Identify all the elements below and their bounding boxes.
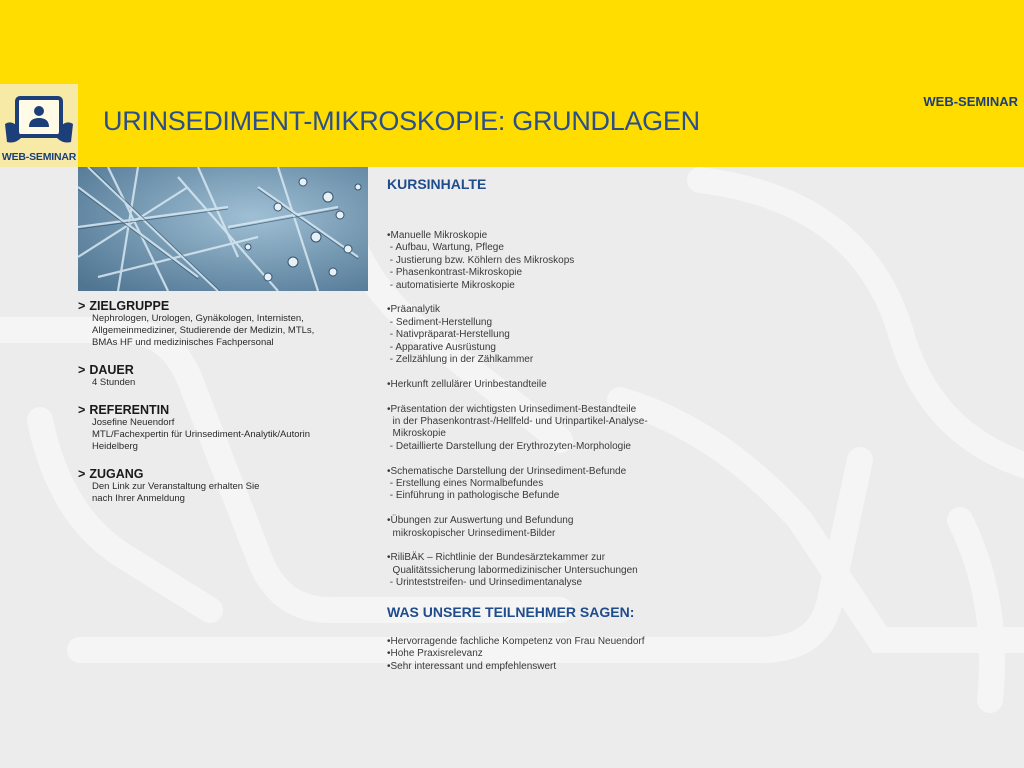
content-column [387,176,707,685]
testimonial-item: •Hervorragende fachliche Kompetenz von Frau Neuendorf [387,635,645,647]
course-item: mikroskopischer Urinsediment-Bilder [387,527,556,539]
course-item: •RiliBÄK – Richtlinie der Bundesärztekammer zur [387,552,606,564]
course-block [387,404,707,454]
section-dauer [78,363,368,389]
arrow-icon: > [78,467,86,481]
arrow-icon: > [78,403,86,417]
course-item: - Detaillierte Darstellung der Erythrozyten-Morphologie [387,440,631,452]
course-item: •Manuelle Mikroskopie [387,230,488,241]
course-item: •Präsentation der wichtigsten Urinsediment-Bestandteile [387,403,637,415]
microscopy-image [78,167,368,291]
course-item: •Übungen zur Auswertung und Befundung [387,515,574,527]
course-item: - Apparative Ausrüstung [387,341,496,353]
logo-label: WEB-SEMINAR [1,151,77,163]
course-item: - Zellzählung in der Zählkammer [387,354,534,366]
course-item: - Einführung in pathologische Befunde [387,490,560,502]
info-column [78,299,368,519]
section-heading: DAUER [89,363,134,377]
course-block [387,379,707,391]
course-item: - Urinteststreifen- und Urinsedimentanalyse [387,577,583,589]
section-body: Den Link zur Veranstaltung erhalten Sie nach Ihrer Anmeldung [92,481,260,504]
header-band [0,0,1024,167]
course-item: - Aufbau, Wartung, Pflege [387,242,504,254]
course-block [387,304,707,366]
course-item: Qualitätssicherung labormedizinischer Untersuchungen [387,564,638,576]
course-item: in der Phasenkontrast-/Hellfeld- und Urinpartikel-Analyse- [387,416,648,428]
course-item: •Schematische Darstellung der Urinsediment-Befunde [387,465,627,477]
section-heading: ZUGANG [89,467,144,481]
course-item: Mikroskopie [387,428,446,440]
course-block [387,515,707,540]
section-body: Nephrologen, Urologen, Gynäkologen, Internisten, Allgemeinmediziner, Studierende der Medizin, MTLs, BMAs HF und medizinisches Fachpersonal [92,313,315,348]
top-right-label: WEB-SEMINAR [923,94,1018,109]
testimonials-list [387,636,707,673]
section-body: 4 Stunden [92,377,136,388]
course-block [387,230,707,292]
section-body: Josefine Neuendorf MTL/Fachexpertin für Urinsediment-Analytik/Autorin Heidelberg [92,417,311,452]
course-block [387,552,707,589]
course-item: •Präanalytik [387,304,440,316]
section-zielgruppe [78,299,368,349]
testimonial-item: •Hohe Praxisrelevanz [387,648,483,660]
section-zugang [78,467,368,505]
section-referentin [78,403,368,453]
course-item: - Nativpräparat-Herstellung [387,329,510,341]
section-heading: ZIELGRUPPE [89,299,170,313]
course-item: - Justierung bzw. Köhlern des Mikroskops [387,254,575,266]
section-heading: REFERENTIN [89,403,170,417]
course-list [387,230,707,590]
testimonials-heading: WAS UNSERE TEILNEHMER SAGEN: [387,603,635,620]
kursinhalte-heading: KURSINHALTE [387,176,487,192]
web-seminar-logo [0,84,78,167]
course-item: - Phasenkontrast-Mikroskopie [387,267,523,279]
course-item: - Erstellung eines Normalbefundes [387,478,544,490]
course-item: •Herkunft zellulärer Urinbestandteile [387,378,547,390]
page-title: URINSEDIMENT-MIKROSKOPIE: GRUNDLAGEN [103,106,700,136]
testimonial-item: •Sehr interessant und empfehlenswert [387,660,557,672]
course-item: - automatisierte Mikroskopie [387,279,515,291]
course-item: - Sediment-Herstellung [387,316,493,328]
arrow-icon: > [78,363,86,377]
arrow-icon: > [78,299,86,313]
course-block [387,466,707,503]
tablet-person-icon [3,94,75,150]
